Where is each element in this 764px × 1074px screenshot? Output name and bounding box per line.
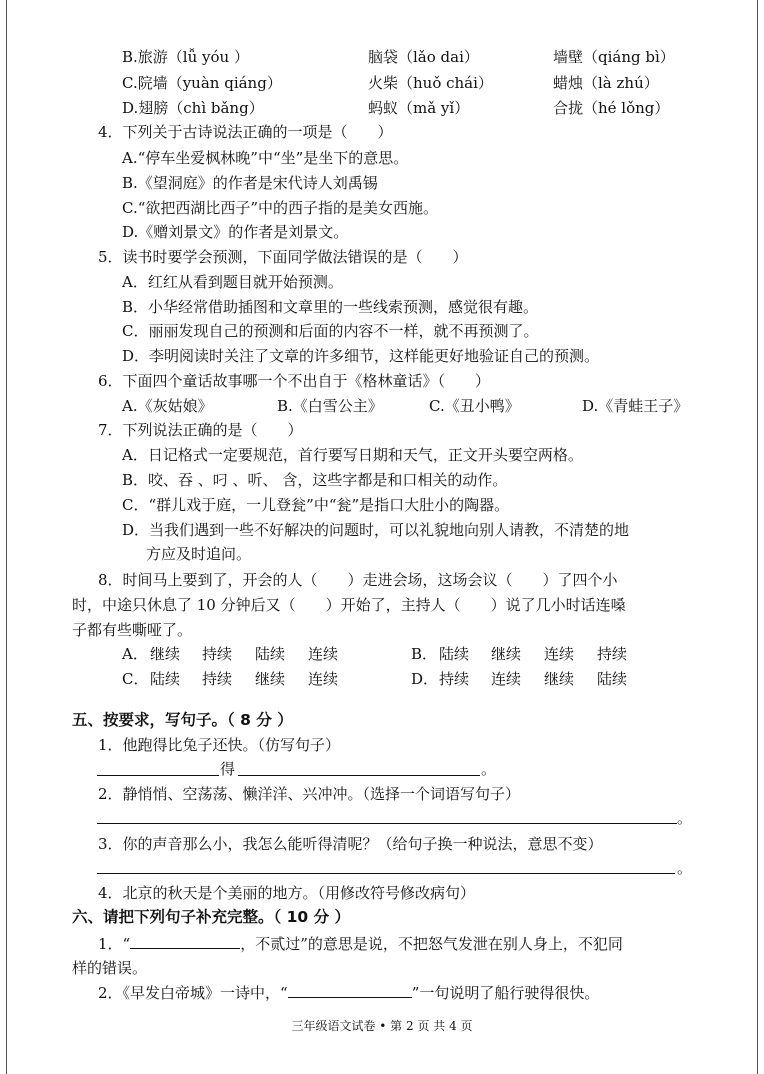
q6-option-d: D.《青蛙王子》 (582, 397, 689, 415)
q3-option-d-3: 合拢（hé lǒng） (553, 99, 670, 117)
q7-option-d-cont: 方应及时追问。 (146, 545, 252, 563)
s5-q1-blank-2[interactable] (238, 775, 480, 776)
s5-q3-answer-line[interactable] (97, 873, 675, 874)
q4-option-c: C.“欲把西湖比西子”中的西子指的是美女西施。 (122, 199, 439, 217)
s6-q2: 2．《早发白帝城》一诗中，“ ”一句说明了船行驶得很快。 (98, 984, 600, 1002)
s5-q1-end: 。 (481, 760, 497, 778)
q3-option-b-2: 脑袋（lǎo dai） (368, 48, 479, 66)
q7-option-b: B．咬、吞 、叼 、听、 含，这些字都是和口相关的动作。 (122, 471, 508, 489)
page-left-border (6, 0, 7, 1074)
page-right-border (757, 0, 758, 1074)
s5-q4-prompt: 4．北京的秋天是个美丽的地方。（用修改符号修改病句） (98, 884, 476, 902)
page-footer: 三年级语文试卷 • 第 2 页 共 4 页 (291, 1019, 473, 1033)
section-6-title: 六、请把下列句子补充完整。（ 10 分 ） (72, 908, 351, 926)
q3-option-c-3: 蜡烛（là zhú） (553, 74, 659, 92)
q3-option-d-2: 蚂蚁（mǎ yǐ） (368, 99, 470, 117)
q6-option-c: C.《丑小鸭》 (429, 397, 520, 415)
q6-stem: 6．下面四个童话故事哪一个不出自于《格林童话》（ ） (98, 372, 491, 390)
q6-option-b: B.《白雪公主》 (277, 397, 383, 415)
s6-q2-blank[interactable] (288, 982, 412, 998)
q4-option-d: D.《赠刘景文》的作者是刘景文。 (122, 223, 349, 241)
q5-option-d: D．李明阅读时关注了文章的许多细节，这样能更好地验证自己的预测。 (122, 347, 600, 365)
s5-q2-end: 。 (677, 809, 693, 827)
q8-line-2: 时，中途只休息了 10 分钟后又（ ）开始了，主持人（ ）说了几小时话连嗓 (72, 596, 626, 614)
q5-option-c: C．丽丽发现自己的预测和后面的内容不一样，就不再预测了。 (122, 322, 539, 340)
s6-q1-cont: 样的错误。 (72, 959, 148, 977)
s5-q2-prompt: 2．静悄悄、空荡荡、懒洋洋、兴冲冲。（选择一个词语写句子） (98, 785, 521, 803)
q3-option-c-1: C.院墙（yuàn qiáng） (122, 74, 282, 92)
s5-q1-prompt: 1．他跑得比兔子还快。（仿写句子） (98, 736, 341, 754)
s5-q3-end: 。 (677, 859, 693, 877)
q4-option-b: B.《望洞庭》的作者是宋代诗人刘禹锡 (122, 174, 378, 192)
q7-option-a: A．日记格式一定要规范，首行要写日期和天气，正文开头要空两格。 (122, 446, 583, 464)
q3-option-d-1: D.翅膀（chì bǎng） (122, 99, 264, 117)
q7-option-c: C．“群儿戏于庭，一儿登瓮”中“瓮”是指口大肚小的陶器。 (122, 496, 510, 514)
s5-q3-prompt: 3．你的声音那么小，我怎么能听得清呢？（给句子换一种说法，意思不变） (98, 835, 603, 853)
q3-option-b-1: B.旅游（lǚ yóu ） (122, 48, 249, 66)
s5-q1-mid: 得 (220, 760, 236, 778)
s5-q2-answer-line[interactable] (97, 823, 677, 824)
q8-line-3: 子都有些嘶哑了。 (72, 621, 193, 639)
q7-option-d: D．当我们遇到一些不好解决的问题时，可以礼貌地向别人请教，不清楚的地 (122, 521, 630, 539)
q8-line-1: 8．时间马上要到了，开会的人（ ）走进会场，这场会议（ ）了四个小 (98, 571, 618, 589)
s6-q1-blank[interactable] (130, 933, 240, 949)
q7-stem: 7．下列说法正确的是（ ） (98, 421, 303, 439)
q3-option-c-2: 火柴（huǒ chái） (368, 74, 493, 92)
q4-stem: 4．下列关于古诗说法正确的一项是（ ） (98, 123, 393, 141)
q5-stem: 5．读书时要学会预测，下面同学做法错误的是（ ） (98, 248, 468, 266)
q3-option-b-3: 墙壁（qiáng bì） (553, 48, 675, 66)
q5-option-a: A．红红从看到题目就开始预测。 (122, 273, 343, 291)
q4-option-a: A.“停车坐爱枫林晚”中“坐”是坐下的意思。 (122, 149, 409, 167)
section-5-title: 五、按要求，写句子。（ 8 分 ） (72, 711, 293, 729)
q5-option-b: B．小华经常借助插图和文章里的一些线索预测，感觉很有趣。 (122, 298, 539, 316)
s6-q1: 1．“ ，不贰过”的意思是说，不把怒气发泄在别人身上，不犯同 (98, 935, 623, 953)
q6-option-a: A.《灰姑娘》 (122, 397, 213, 415)
s5-q1-blank-1[interactable] (97, 775, 219, 776)
